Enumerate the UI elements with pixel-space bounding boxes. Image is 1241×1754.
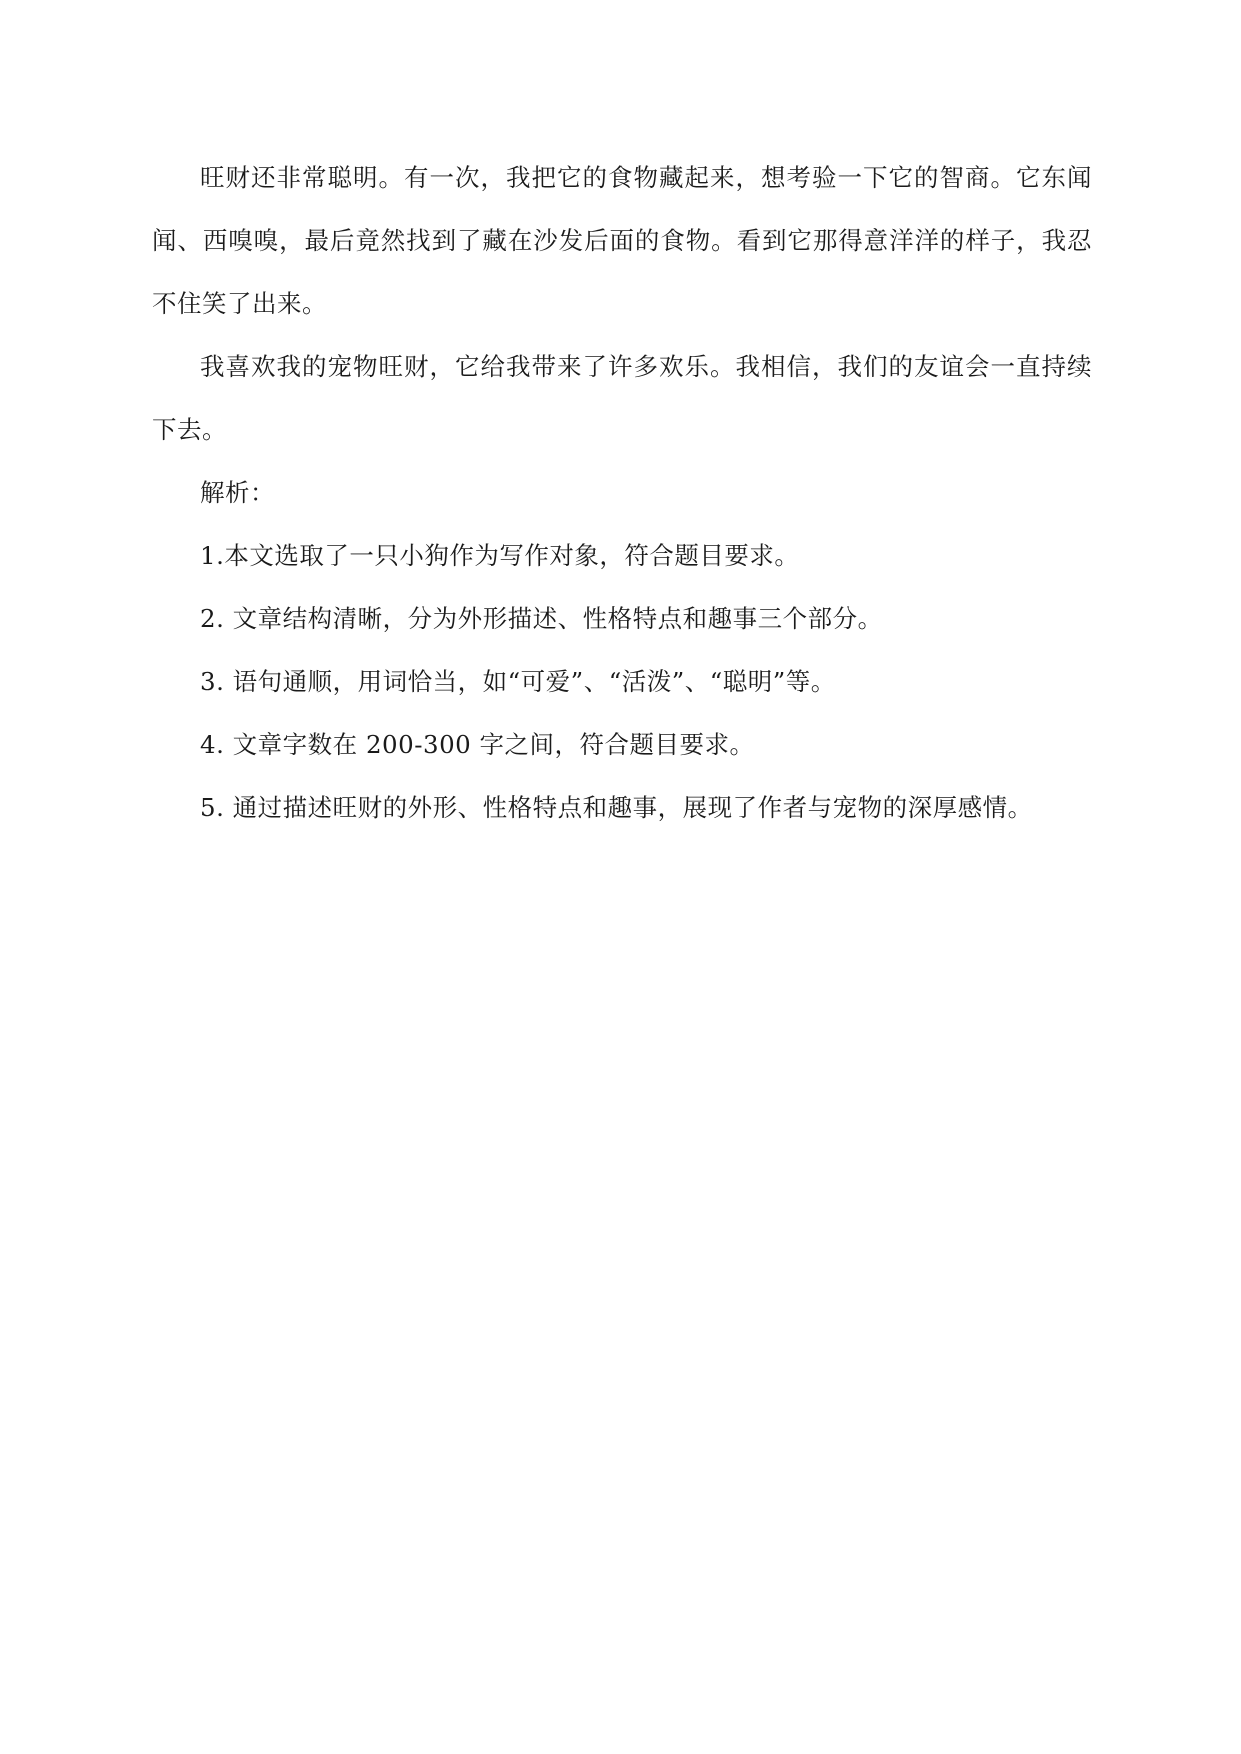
analysis-item: 4. 文章字数在 200-300 字之间，符合题目要求。 — [200, 730, 755, 759]
document-body — [152, 146, 1092, 839]
analysis-item: 3. 语句通顺，用词恰当，如“可爱”、“活泼”、“聪明”等。 — [200, 667, 836, 696]
analysis-item: 2. 文章结构清晰，分为外形描述、性格特点和趣事三个部分。 — [200, 604, 883, 633]
paragraph-clever: 旺财还非常聪明。有一次，我把它的食物藏起来，想考验一下它的智商。它东闻闻、西嗅嗅，最后竟然找到了藏在沙发后面的食物。看到它那得意洋洋的样子，我忍不住笑了出来。 — [152, 163, 1092, 318]
analysis-heading: 解析： — [200, 478, 275, 507]
analysis-item: 5. 通过描述旺财的外形、性格特点和趣事，展现了作者与宠物的深厚感情。 — [200, 793, 1033, 822]
analysis-item: 1.本文选取了一只小狗作为写作对象，符合题目要求。 — [200, 541, 800, 570]
paragraph-conclusion: 我喜欢我的宠物旺财，它给我带来了许多欢乐。我相信，我们的友谊会一直持续下去。 — [152, 352, 1092, 444]
